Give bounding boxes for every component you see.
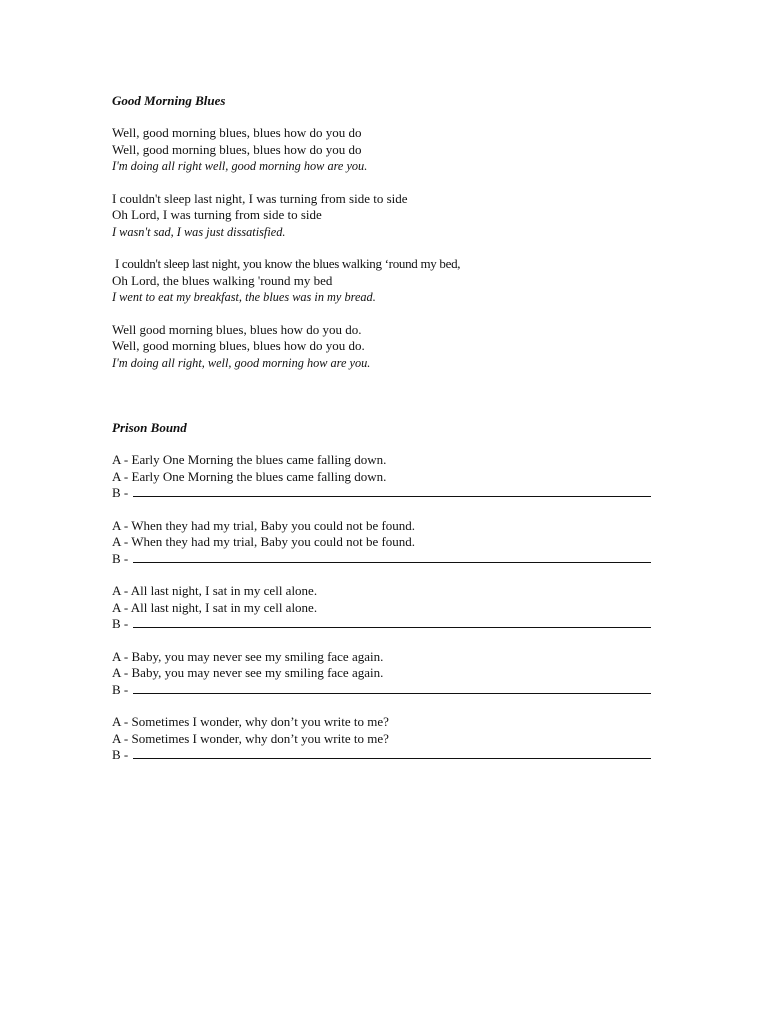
lyric-line: A - Sometimes I wonder, why don’t you write to me? <box>112 730 389 746</box>
stanza <box>112 714 672 764</box>
lyric-line: A - Baby, you may never see my smiling face again. <box>112 648 384 664</box>
lyric-line: A - Baby, you may never see my smiling face again. <box>112 665 384 680</box>
lyric-line: Well, good morning blues, blues how do you do <box>112 141 362 157</box>
answer-blank[interactable] <box>133 485 651 497</box>
lyric-line-response: I'm doing all right, well, good morning how are you. <box>112 355 371 370</box>
answer-blank[interactable] <box>133 551 651 563</box>
blank-prefix: B - <box>112 616 132 631</box>
stanza <box>112 191 672 241</box>
blank-prefix: B - <box>112 485 132 500</box>
lyric-line-response: I went to eat my breakfast, the blues was in my bread. <box>112 290 376 304</box>
stanza <box>112 256 672 306</box>
lyric-line: Oh Lord, I was turning from side to side <box>112 207 322 222</box>
stanza <box>112 452 672 502</box>
blank-prefix: B - <box>112 681 132 697</box>
answer-blank[interactable] <box>133 616 651 628</box>
lyric-line-response: I'm doing all right well, good morning how are you. <box>112 159 368 173</box>
lyric-line: I couldn't sleep last night, I was turning from side to side <box>112 190 408 206</box>
stanza <box>112 583 672 633</box>
blank-prefix: B - <box>112 747 132 762</box>
lyric-line: A - Sometimes I wonder, why don’t you write to me? <box>112 714 389 729</box>
lyric-line: Well, good morning blues, blues how do you do. <box>112 338 365 353</box>
stanza <box>112 125 672 175</box>
lyric-line-response: I wasn't sad, I was just dissatisfied. <box>112 224 286 239</box>
stanza <box>112 322 672 372</box>
lyric-line: A - When they had my trial, Baby you could not be found. <box>112 534 416 549</box>
lyric-line: Oh Lord, the blues walking 'round my bed <box>112 272 333 288</box>
lyric-line: Well, good morning blues, blues how do you do <box>112 125 362 140</box>
stanza <box>112 649 672 699</box>
song-prison-bound <box>112 420 672 764</box>
answer-blank[interactable] <box>133 682 651 694</box>
lyric-line: A - All last night, I sat in my cell alone. <box>112 599 318 615</box>
stanza <box>112 518 672 568</box>
lyric-line: A - Early One Morning the blues came falling down. <box>112 468 387 484</box>
lyric-line: A - When they had my trial, Baby you could not be found. <box>112 517 416 533</box>
lyric-line: A - Early One Morning the blues came falling down. <box>112 452 387 467</box>
song-good-morning-blues <box>112 93 672 371</box>
lyric-line: I couldn't sleep last night, you know the blues walking ‘round my bed, <box>112 256 461 271</box>
fill-in-line <box>112 485 672 502</box>
fill-in-line <box>112 747 672 764</box>
lyric-line: Well good morning blues, blues how do you do. <box>112 321 362 337</box>
lyric-line: A - All last night, I sat in my cell alone. <box>112 583 318 598</box>
song-title: Good Morning Blues <box>112 93 226 108</box>
song-title: Prison Bound <box>112 420 187 435</box>
answer-blank[interactable] <box>133 747 651 759</box>
fill-in-line <box>112 682 672 699</box>
fill-in-line <box>112 551 672 568</box>
fill-in-line <box>112 616 672 633</box>
blank-prefix: B - <box>112 550 132 566</box>
